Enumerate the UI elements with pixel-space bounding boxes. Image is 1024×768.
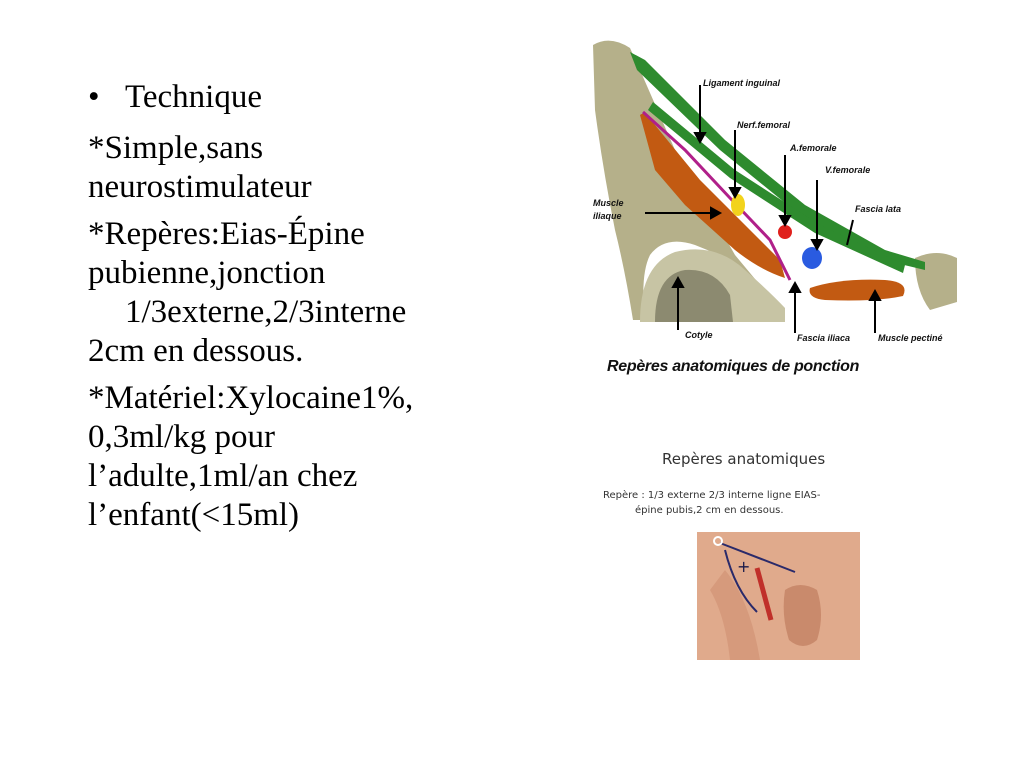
label-cotyle: Cotyle	[685, 330, 713, 340]
puncture-cross-mark: +	[737, 557, 751, 576]
surface-landmarks-figure	[585, 440, 895, 665]
groin-illustration	[585, 440, 895, 665]
paragraph-reperes	[88, 215, 488, 371]
paragraph-line: *Repères:Eias-Épine	[88, 216, 365, 252]
anatomy-cross-section-figure	[585, 30, 975, 400]
bullet-dot: •	[88, 79, 100, 115]
muscle-pectine-shape	[810, 280, 905, 301]
label-fascia-iliaca: Fascia iliaca	[797, 333, 851, 343]
bullet-text: Technique	[125, 79, 262, 115]
figure2-text-line: épine pubis,2 cm en dessous.	[635, 505, 784, 516]
paragraph-line: l’enfant(<15ml)	[88, 497, 300, 533]
paragraph-line: neurostimulateur	[88, 169, 312, 205]
paragraph-line: *Matériel:Xylocaine1%,	[88, 380, 414, 416]
paragraph-line: 1/3externe,2/3interne	[125, 294, 407, 330]
nerve-femoral-marker	[731, 194, 745, 216]
paragraph-line: l’adulte,1ml/an chez	[88, 458, 358, 494]
bullet-item-technique	[88, 78, 488, 117]
label-nerf-femoral: Nerf.femoral	[737, 120, 791, 130]
paragraph-line: *Simple,sans	[88, 130, 264, 166]
label-fascia-lata: Fascia lata	[855, 204, 902, 214]
paragraph-line: pubienne,jonction	[88, 255, 326, 291]
figure2-title: Repères anatomiques	[662, 450, 826, 468]
slide-text	[88, 78, 488, 543]
label-muscle-iliaque-line2: iliaque	[593, 211, 622, 221]
paragraph-line: 2cm en dessous.	[88, 333, 304, 369]
label-muscle-iliaque-line1: Muscle	[593, 198, 624, 208]
vein-femoral-marker	[802, 247, 822, 269]
label-ligament-inguinal: Ligament inguinal	[703, 78, 781, 88]
figure1-caption: Repères anatomiques de ponction	[607, 358, 860, 375]
artery-femoral-marker	[778, 225, 792, 239]
genital-shape	[784, 585, 821, 646]
label-muscle-pectine: Muscle pectiné	[878, 333, 943, 343]
paragraph-line: 0,3ml/kg pour	[88, 419, 275, 455]
figure2-text-line: Repère : 1/3 externe 2/3 interne ligne EIAS-	[603, 490, 821, 501]
label-artere-femorale: A.femorale	[790, 143, 837, 153]
paragraph-materiel	[88, 379, 488, 535]
label-veine-femorale: V.femorale	[825, 165, 871, 175]
paragraph-simple	[88, 129, 488, 207]
